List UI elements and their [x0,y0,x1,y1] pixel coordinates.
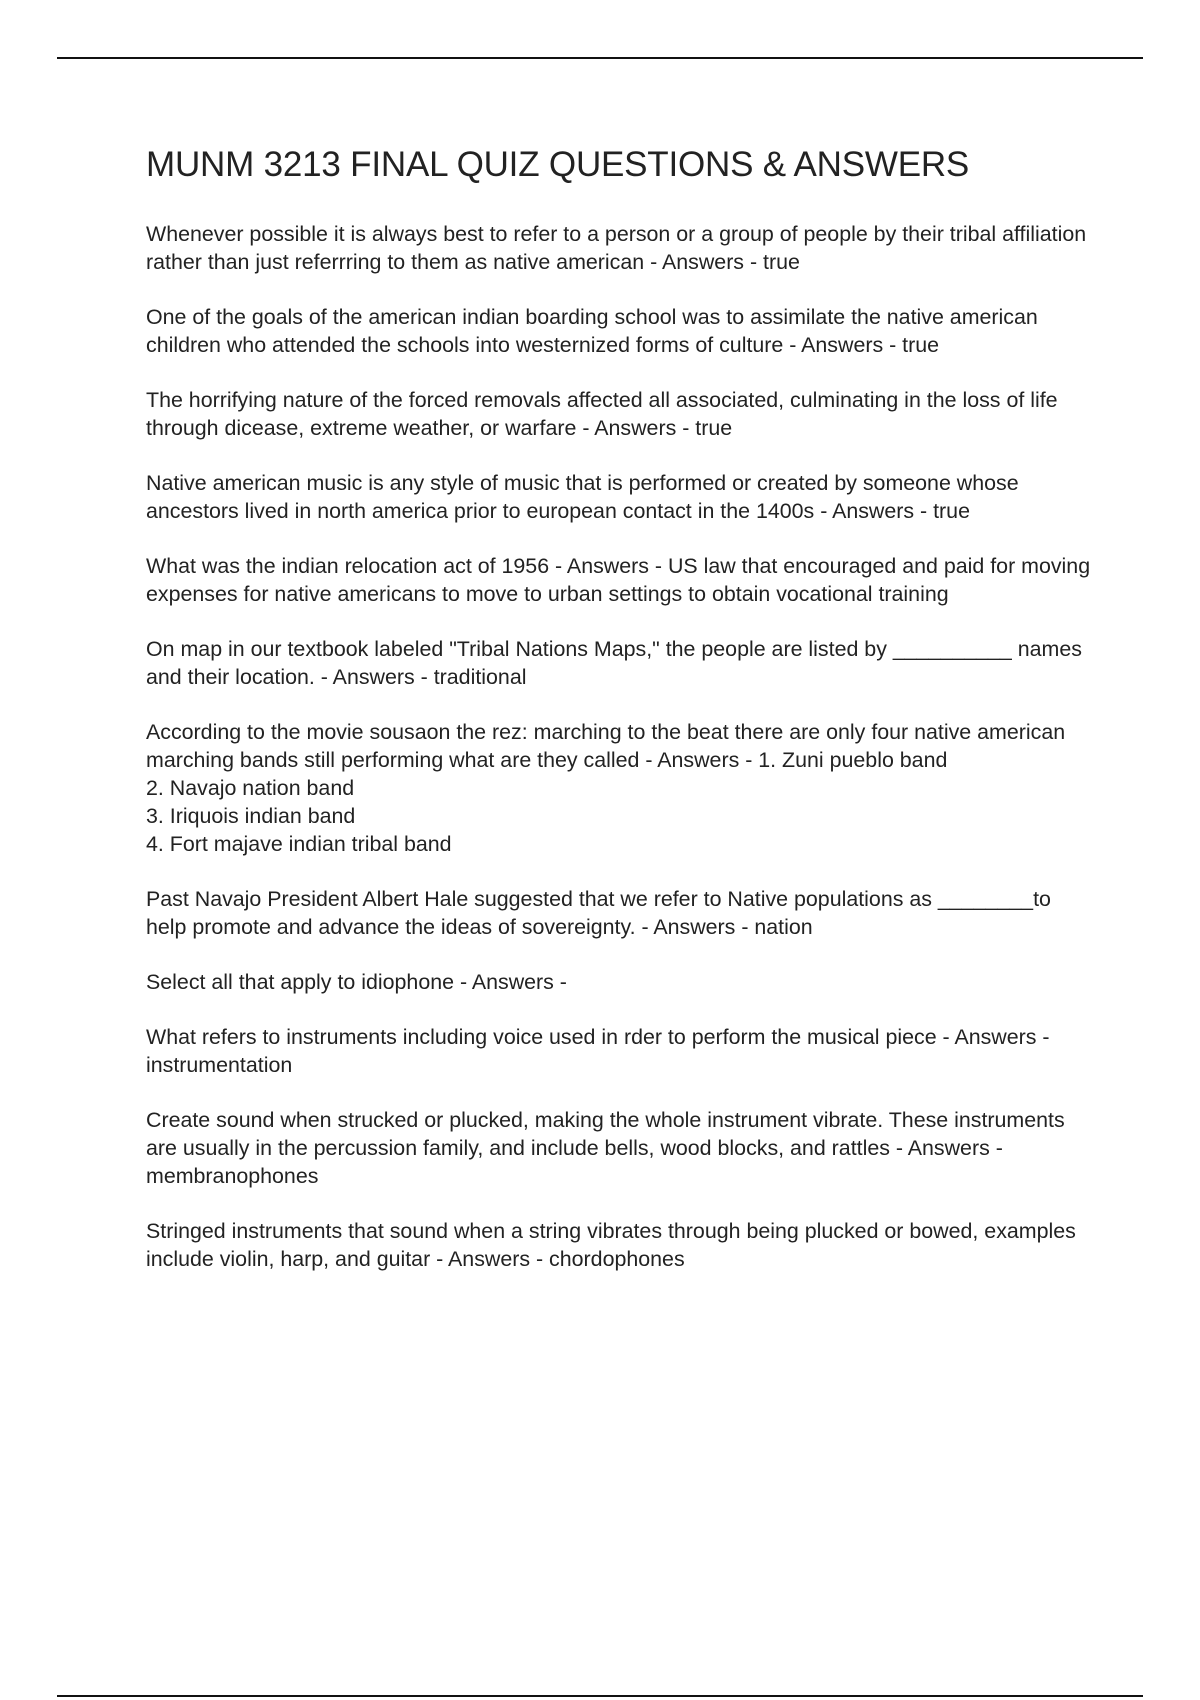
bottom-rule [57,1695,1143,1697]
qa-item: According to the movie sousaon the rez: marching to the beat there are only four native american marching bands still performing what are they called - Answers - 1. Zuni pueblo band 2. Navajo nation band 3. Iriquois indian band 4. Fort majave indian tribal band [146,720,1066,856]
qa-item: On map in our textbook labeled "Tribal Nations Maps," the people are listed by __________ names and their location. - Answers - traditional [146,637,1082,689]
qa-item: Stringed instruments that sound when a string vibrates through being plucked or bowed, examples include violin, harp, and guitar - Answers - chordophones [146,1219,1076,1271]
qa-item: Past Navajo President Albert Hale suggested that we refer to Native populations as ________to help promote and advance the ideas of sovereignty. - Answers - nation [146,887,1051,939]
qa-list [146,220,1096,1273]
qa-item: Whenever possible it is always best to refer to a person or a group of people by their tribal affiliation rather than just referrring to them as native american - Answers - true [146,222,1087,274]
qa-item: One of the goals of the american indian boarding school was to assimilate the native american children who attended the schools into westernized forms of culture - Answers - true [146,305,1038,357]
top-rule [57,57,1143,59]
qa-item: Create sound when strucked or plucked, making the whole instrument vibrate. These instruments are usually in the percussion family, and include bells, wood blocks, and rattles - Answers - membranophones [146,1108,1065,1188]
qa-item: Native american music is any style of music that is performed or created by someone whose ancestors lived in north america prior to european contact in the 1400s - Answers - true [146,471,1019,523]
qa-item: What was the indian relocation act of 1956 - Answers - US law that encouraged and paid for moving expenses for native americans to move to urban settings to obtain vocational training [146,554,1091,606]
qa-item: The horrifying nature of the forced removals affected all associated, culminating in the loss of life through dicease, extreme weather, or warfare - Answers - true [146,388,1058,440]
qa-item: What refers to instruments including voice used in rder to perform the musical piece - Answers - instrumentation [146,1025,1050,1077]
qa-item: Select all that apply to idiophone - Answers - [146,970,567,994]
document-body [146,140,1096,1300]
document-title: MUNM 3213 FINAL QUIZ QUESTIONS & ANSWERS [146,145,970,184]
